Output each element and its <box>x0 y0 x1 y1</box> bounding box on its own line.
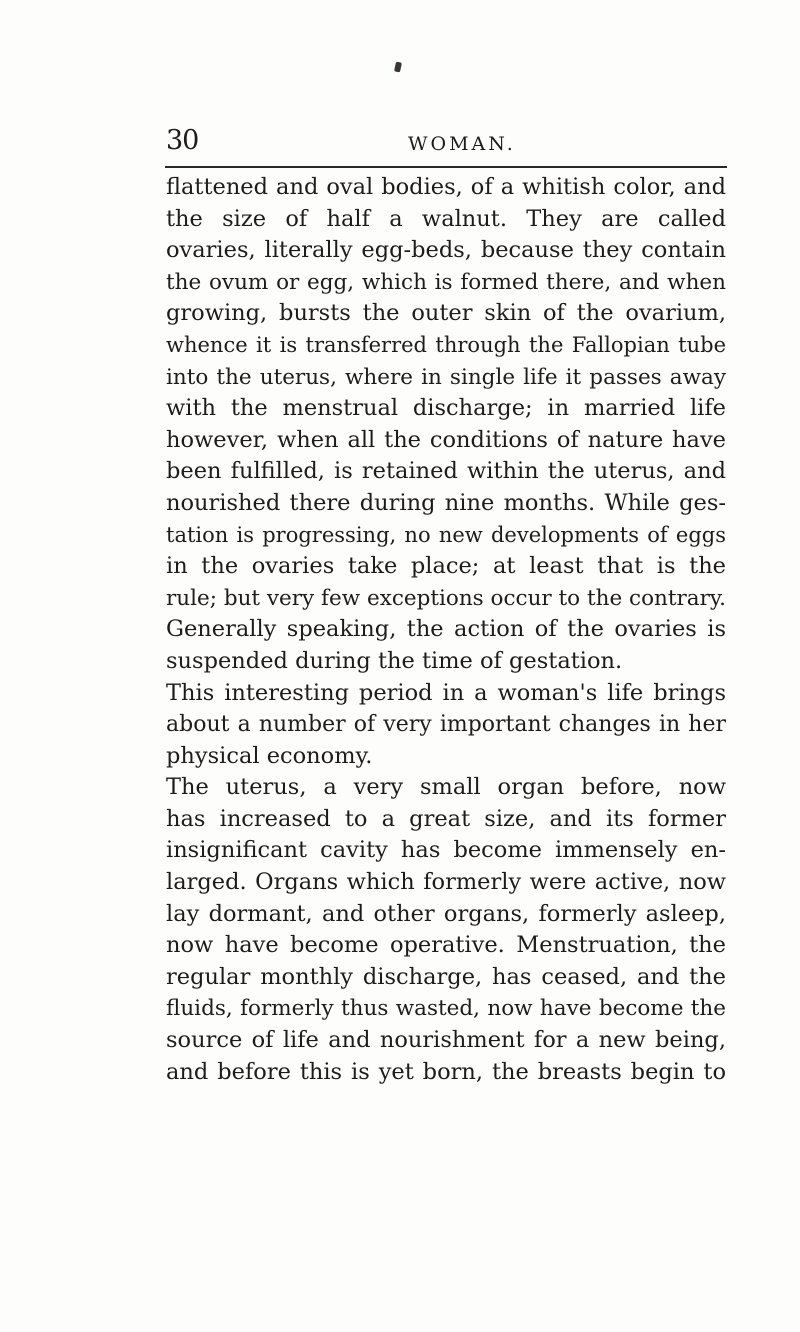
text-line: This interesting period in a woman's life brings <box>166 679 726 706</box>
text-line: the ovum or egg, which is formed there, and when <box>166 269 726 295</box>
text-line: nourished there during nine months. While ges- <box>166 489 726 516</box>
page-number: 30 <box>166 125 199 156</box>
text-line: regular monthly discharge, has ceased, and the <box>166 963 726 990</box>
text-line: flattened and oval bodies, of a whitish color, and <box>166 174 726 200</box>
text-line: now have become operative. Menstruation, the <box>166 932 726 959</box>
text-line: lay dormant, and other organs, formerly asleep, <box>166 900 726 927</box>
text-line: the size of half a walnut. They are called <box>166 205 726 232</box>
text-line: however, when all the conditions of nature have <box>166 426 726 453</box>
text-line: fluids, formerly thus wasted, now have become the <box>166 996 726 1022</box>
text-line: has increased to a great size, and its former <box>166 805 726 832</box>
text-line: in the ovaries take place; at least that is the <box>166 553 726 580</box>
text-line: insignificant cavity has become immensely en- <box>166 837 726 864</box>
text-line: rule; but very few exceptions occur to the contrary. <box>166 585 726 611</box>
text-line: The uterus, a very small organ before, now <box>166 774 726 801</box>
running-title: WOMAN. <box>408 133 516 155</box>
text-line: larged. Organs which formerly were active, now <box>166 869 726 896</box>
text-line: about a number of very important changes in her <box>166 712 726 738</box>
text-line: suspended during the time of gestation. <box>166 647 623 674</box>
text-line: growing, bursts the outer skin of the ovarium, <box>166 300 726 327</box>
text-line: whence it is transferred through the Fallopian tube <box>166 332 726 357</box>
text-line: ovaries, literally egg-beds, because they contain <box>166 237 726 264</box>
text-line: into the uterus, where in single life it passes away <box>166 364 726 390</box>
body-text <box>166 172 726 1088</box>
text-line: source of life and nourishment for a new being, <box>166 1027 726 1054</box>
text-line: Generally speaking, the action of the ovaries is <box>166 616 726 643</box>
text-line: tation is progressing, no new developments of eggs <box>166 522 726 547</box>
text-line: and before this is yet born, the breasts begin to <box>166 1058 726 1085</box>
ink-mark <box>394 61 402 72</box>
text-line: been fulfilled, is retained within the uterus, and <box>166 458 726 485</box>
running-head <box>166 124 726 164</box>
text-line: with the menstrual discharge; in married life <box>166 395 726 422</box>
text-line: physical economy. <box>166 742 373 769</box>
header-rule <box>165 166 727 168</box>
